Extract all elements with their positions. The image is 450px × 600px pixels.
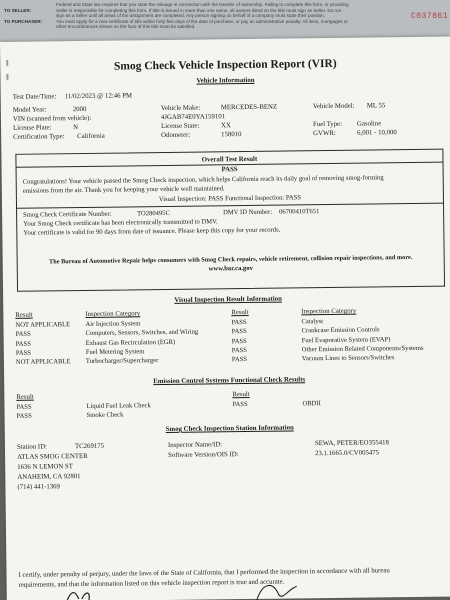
visual-category-cell: Vacuum Lines to Sensors/Switches (301, 354, 395, 363)
visual-result-cell: PASS (15, 349, 32, 357)
visual-result-cell: PASS (231, 328, 247, 336)
underlying-text-block (4, 2, 444, 30)
license-plate-value: N (73, 124, 79, 132)
vehicle-model-label: Vehicle Model: (312, 102, 355, 111)
station-info-heading: Smog Check Inspection Station Information (165, 424, 294, 434)
inspector-label: Inspector Name/ID: (167, 441, 223, 449)
underlying-row-text: Seller is responsible for completing this form. If title is issued in more than one name, all owners listed on the title must sign as Seller. Do not (56, 7, 341, 13)
vin-value: 4JGAB74E0YA159101 (160, 113, 226, 122)
station-id-label: Station ID: (16, 443, 48, 451)
vehicle-make-label: Vehicle Make: (160, 104, 201, 113)
underlying-row-label: TO SELLER: (4, 7, 32, 13)
vehicle-model-value: ML 55 (366, 102, 386, 110)
software-value: 23.1.1665.0/CV005475 (315, 449, 380, 458)
red-document-number: C037861 (410, 12, 448, 21)
software-label: Software Version/OIS ID: (168, 451, 239, 459)
station-address-1: 1636 N LEMON ST (17, 463, 73, 471)
license-plate-label: License Plate: (13, 124, 52, 132)
visual-result-cell: PASS (231, 346, 248, 355)
gvwr-value: 6,001 - 10,000 (357, 129, 397, 137)
gvwr-label: GVWR: (313, 129, 336, 138)
visual-category-cell: Fuel Evaporative System (EVAP) (301, 335, 391, 344)
fuel-type-value: Gasoline (356, 120, 382, 128)
bar-website: www.bar.ca.gov (208, 264, 253, 273)
visual-category-cell: Air Injection System (85, 320, 141, 328)
test-datetime-label: Test Date/Time: (12, 93, 57, 101)
underlying-row-text: You must apply for a new certificate of title within forty-five days of the date of purchase, or pay an administrative penalty. All liens, mortgages or (56, 18, 348, 24)
underlying-row-label (4, 24, 52, 30)
visual-functional-summary: Visual Inspection: PASS Functional Inspection: PASS (158, 194, 302, 204)
underlying-row (4, 24, 444, 30)
certification-line-2: requirements, and that the information listed on this vehicle inspection report is true and accurate. (18, 578, 285, 589)
model-year-label: Model Year: (12, 106, 47, 114)
vehicle-make-value: MERCEDES-BENZ (220, 103, 278, 112)
visual-result-cell: NOT APPLICABLE (15, 321, 71, 329)
visual-category-cell: Catalyst (301, 318, 324, 326)
visual-category-cell: Fuel Metering System (85, 348, 145, 356)
congratulations-line-2: emissions from the air. Thank you for keeping your vehicle well maintained. (22, 185, 225, 195)
visual-category-cell: Turbocharger/Supercharger (85, 357, 159, 366)
visual-result-cell: PASS (15, 330, 31, 339)
visual-category-cell: Computers, Sensors, Switches, and Wiring (85, 328, 199, 338)
bar-consumer-line: The Bureau of Automotive Repair helps consumers with Smog Check repairs, vehicle retirement, collision repair inspections, and more. (48, 253, 413, 266)
underlying-row-label: TO PURCHASER: (4, 18, 43, 24)
certification-line-1: I certify, under penalty of perjury, under the laws of the State of California, that I performed the inspection in accordance with all bureau (18, 567, 390, 579)
validity-notice: Your certificate is valid for 90 days from date of issuance. Please keep this copy for your records. (23, 226, 281, 237)
license-state-label: License State: (161, 122, 200, 131)
visual-result-header-left: Result (15, 311, 33, 319)
functional-category-cell: Smoke Check (86, 411, 124, 420)
vehicle-information-heading: Vehicle Information (196, 76, 255, 85)
functional-result-cell: PASS (232, 401, 248, 409)
transmitted-notice: Your Smog Check certificate has been electronically transmitted to DMV. (23, 218, 218, 228)
visual-category-header-right: Inspection Category (301, 307, 357, 316)
visual-result-cell: PASS (231, 356, 248, 364)
functional-category-cell: Liquid Fuel Leak Check (86, 402, 151, 410)
odometer-label: Odometer: (161, 131, 191, 140)
certification-type-value: California (77, 132, 105, 141)
visual-category-header-left: Inspection Category (85, 310, 141, 318)
functional-result-cell: PASS (16, 412, 32, 421)
station-name: ATLAS SMOG CENTER (17, 452, 88, 461)
dmv-id-label: DMV ID Number: (223, 208, 273, 217)
overall-result-box (15, 149, 445, 292)
functional-check-heading: Emission Control Systems Functional Check Results (153, 376, 306, 386)
certificate-number-value: TO280495C (137, 209, 171, 218)
visual-category-cell: Crankcase Emission Controls (301, 326, 380, 335)
overall-result-value: PASS (221, 166, 238, 174)
functional-result-header-left: Result (16, 393, 34, 401)
functional-result-header-right: Result (232, 390, 250, 399)
inspector-value: SEWA, PETER/EO355418 (314, 439, 389, 448)
station-address-2: ANAHEIM, CA 92801 (17, 473, 81, 481)
test-datetime-value: 11/02/2023 @ 12:46 PM (64, 92, 133, 101)
visual-result-cell: PASS (231, 337, 247, 345)
fuel-type-label: Fuel Type: (312, 120, 343, 129)
station-phone: (714) 441-1369 (17, 483, 60, 491)
visual-inspection-heading: Visual Inspection Result Information (174, 295, 282, 304)
visual-result-cell: PASS (15, 340, 31, 348)
congratulations-line-1: Congratulations! Your vehicle passed the Smog Check inspection, which helps California reach its daily goal of removing smog-forming (22, 174, 384, 186)
underlying-row-text: sign as a Seller until all areas of the assignment are completed. Any person signing on behalf of a company must state their position. (56, 13, 326, 19)
visual-result-cell: PASS (231, 319, 247, 327)
license-state-value: XX (220, 122, 231, 130)
vin-label: VIN (scanned from vehicle): (12, 114, 92, 123)
certification-type-label: Certification Type: (13, 133, 65, 141)
report-title: Smog Check Vehicle Inspection Report (VIR) (113, 57, 337, 73)
smog-check-report-page (0, 37, 450, 600)
dmv-id-value: 06700410T651 (279, 208, 320, 216)
station-id-value: TC269175 (74, 442, 105, 451)
visual-result-header-right: Result (231, 308, 249, 317)
overall-result-heading: Overall Test Result (201, 155, 258, 164)
visual-category-cell: Other Emission Related Components/Systems (301, 344, 424, 354)
odometer-value: 158010 (221, 131, 242, 139)
underlying-row-text: Federal and State law requires that you state the mileage in connection with the transfer of ownership. Failing to complete this form, or providing (56, 2, 349, 7)
visual-result-cell: NOT APPLICABLE (15, 358, 71, 367)
underlying-row-text: other encumbrances shown on the face of this title must be satisfied. (56, 24, 196, 30)
functional-category-cell: OBDII (302, 400, 321, 408)
visual-category-cell: Exhaust Gas Recirculation (EGR) (85, 338, 176, 347)
model-year-value: 2000 (72, 105, 87, 114)
certificate-number-label: Smog Check Certificate Number: (23, 210, 112, 219)
functional-result-cell: PASS (16, 403, 32, 411)
signature-scrawl (27, 578, 327, 600)
